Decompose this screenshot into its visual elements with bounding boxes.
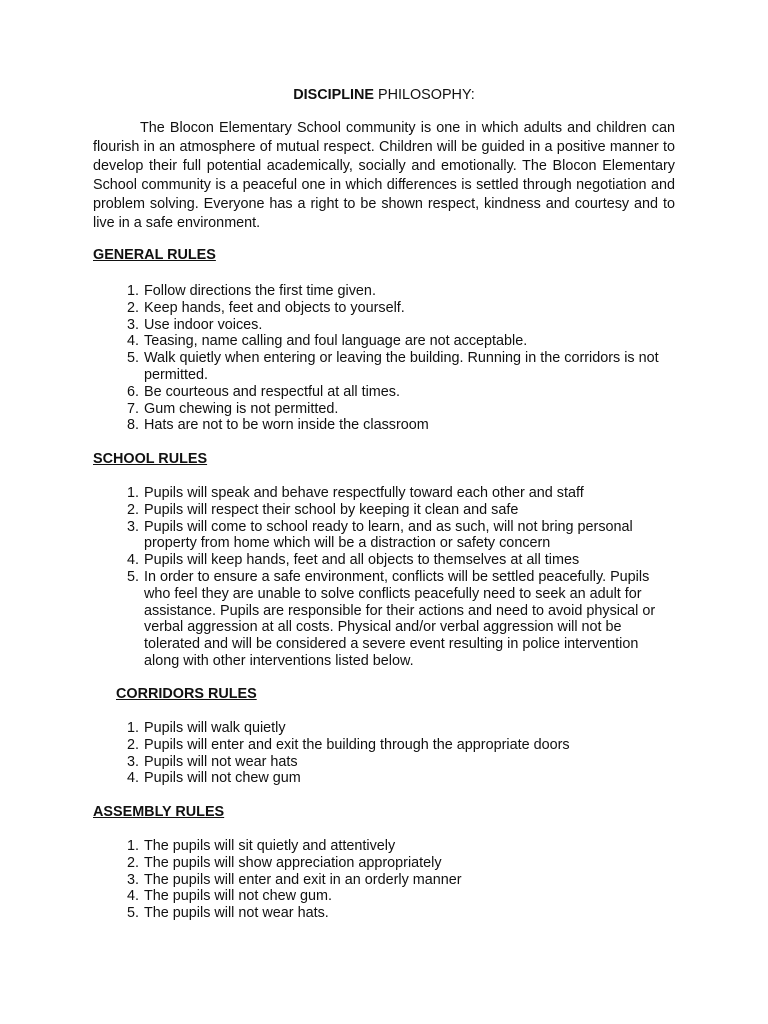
list-item xyxy=(93,350,683,384)
list-text: Be courteous and respectful at all times. xyxy=(144,383,400,400)
list-item xyxy=(93,317,683,334)
list-text: The pupils will not chew gum. xyxy=(144,888,332,905)
list-number: 7. xyxy=(126,400,139,417)
list-text: The pupils will enter and exit in an orderly manner xyxy=(144,871,462,888)
list-text: Keep hands, feet and objects to yourself. xyxy=(144,299,405,316)
general-rules-list xyxy=(93,283,683,434)
page-title xyxy=(0,87,768,104)
list-number: 4. xyxy=(126,770,139,787)
list-text: Pupils will keep hands, feet and all objects to themselves at all times xyxy=(144,552,580,569)
list-number: 2. xyxy=(126,299,139,316)
list-number: 1. xyxy=(126,283,139,299)
list-item xyxy=(93,519,668,553)
list-number: 1. xyxy=(126,485,139,501)
general-rules-heading: GENERAL RULES xyxy=(93,247,216,263)
list-text: Gum chewing is not permitted. xyxy=(144,400,339,417)
list-number: 2. xyxy=(126,501,139,518)
list-item xyxy=(93,855,683,872)
list-number: 4. xyxy=(126,333,139,350)
list-text: Teasing, name calling and foul language are not acceptable. xyxy=(144,333,528,350)
list-number: 3. xyxy=(126,871,139,888)
list-number: 2. xyxy=(126,736,139,753)
assembly-rules-heading: ASSEMBLY RULES xyxy=(93,804,225,820)
list-item xyxy=(93,502,668,519)
list-item xyxy=(93,401,683,418)
page-title-rest: PHILOSOPHY: xyxy=(373,87,475,103)
list-text: The pupils will sit quietly and attentively xyxy=(144,838,396,854)
list-item xyxy=(93,333,683,350)
list-item xyxy=(93,737,683,754)
list-text: Use indoor voices. xyxy=(144,316,263,333)
list-item xyxy=(93,552,668,569)
list-text: The pupils will show appreciation appropriately xyxy=(144,854,442,871)
list-item xyxy=(93,872,683,889)
assembly-rules-list xyxy=(93,838,683,922)
corridors-rules-list xyxy=(93,720,683,787)
list-item xyxy=(93,888,683,905)
list-item xyxy=(93,485,668,502)
list-text: Walk quietly when entering or leaving the building. Running in the corridors is not permitted. xyxy=(144,350,659,383)
list-number: 6. xyxy=(126,383,139,400)
list-item xyxy=(93,905,683,922)
list-item xyxy=(93,770,683,787)
list-text: Pupils will enter and exit the building through the appropriate doors xyxy=(144,736,570,753)
list-text: Pupils will respect their school by keeping it clean and safe xyxy=(144,501,519,518)
list-number: 5. xyxy=(126,568,139,585)
list-item xyxy=(93,384,683,401)
list-number: 1. xyxy=(126,720,139,736)
list-text: Pupils will not wear hats xyxy=(144,753,298,770)
list-number: 2. xyxy=(126,854,139,871)
list-number: 8. xyxy=(126,417,139,434)
list-item xyxy=(93,300,683,317)
list-item xyxy=(93,720,683,737)
list-number: 4. xyxy=(126,552,139,569)
list-number: 5. xyxy=(126,905,139,922)
list-text: Pupils will not chew gum xyxy=(144,770,301,787)
list-number: 3. xyxy=(126,316,139,333)
intro-paragraph: The Blocon Elementary School community is one in which adults and children can flourish in an atmosphere of mutual respect. Children will be guided in a positive manner to develop their full potential academically, socially and emotionally. The Blocon Elementary School community is a peaceful one in which differences is settled through negotiation and problem solving. Everyone has a right to be shown respect, kindness and courtesy and to live in a safe environment. xyxy=(93,120,675,231)
list-number: 4. xyxy=(126,888,139,905)
list-item xyxy=(93,838,683,855)
list-item xyxy=(93,283,683,300)
list-number: 3. xyxy=(126,753,139,770)
list-text: Pupils will come to school ready to learn, and as such, will not bring personal property from home which will be a distraction or safety concern xyxy=(144,518,633,552)
corridors-rules-heading: CORRIDORS RULES xyxy=(116,686,257,702)
list-text: Pupils will walk quietly xyxy=(144,720,286,736)
school-rules-heading: SCHOOL RULES xyxy=(93,451,208,467)
list-item xyxy=(93,417,683,434)
school-rules-list xyxy=(93,485,668,670)
list-number: 1. xyxy=(126,838,139,854)
list-text: In order to ensure a safe environment, conflicts will be settled peacefully. Pupils who feel they are unable to solve conflicts peacefully need to seek an adult for assistance. Pupils are responsible for their actions and need to avoid physical or verbal aggression at all costs. Physical and/or verbal aggression will not be tolerated and will be considered a severe event resulting in police intervention along with other interventions listed below. xyxy=(144,568,656,669)
list-number: 5. xyxy=(126,350,139,367)
page-title-bold: DISCIPLINE xyxy=(293,87,374,103)
list-item xyxy=(93,569,668,670)
list-text: Hats are not to be worn inside the classroom xyxy=(144,417,429,434)
list-text: The pupils will not wear hats. xyxy=(144,905,329,922)
list-number: 3. xyxy=(126,518,139,535)
list-item xyxy=(93,754,683,771)
list-text: Follow directions the first time given. xyxy=(144,283,376,299)
list-text: Pupils will speak and behave respectfully toward each other and staff xyxy=(144,485,584,501)
